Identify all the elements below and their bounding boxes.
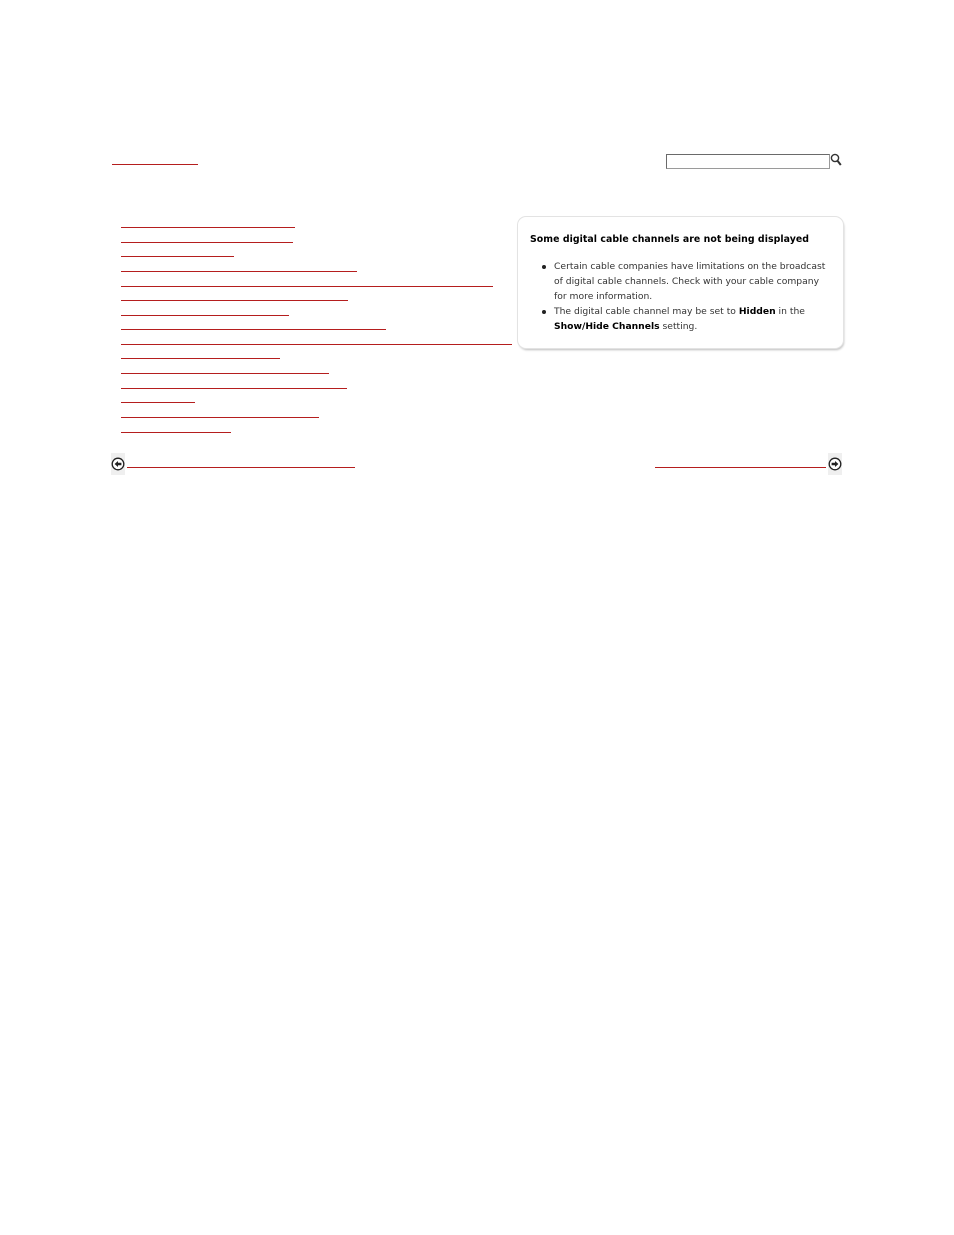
topic-link[interactable] <box>121 417 319 418</box>
topic-link[interactable] <box>121 227 295 228</box>
troubleshooting-callout <box>518 217 843 348</box>
bullet-text: setting. <box>659 321 698 332</box>
topic-link[interactable] <box>121 286 493 287</box>
bullet-text: Certain cable companies have limitations on the broadcast of digital cable channels. Check with your cable company for more information. <box>554 261 826 302</box>
previous-page-link[interactable] <box>127 467 355 468</box>
bullet-bold-term: Hidden <box>738 306 776 317</box>
topic-link[interactable] <box>121 300 348 301</box>
topic-link[interactable] <box>121 402 195 403</box>
search-input[interactable] <box>666 154 830 169</box>
topic-link[interactable] <box>121 388 347 389</box>
bullet-bold-term: Show/Hide Channels <box>554 321 660 332</box>
callout-title: Some digital cable channels are not being displayed <box>530 234 810 245</box>
magnifier-icon <box>830 153 842 167</box>
topic-link[interactable] <box>121 256 234 257</box>
callout-bullet <box>542 304 831 334</box>
topic-link[interactable] <box>121 271 357 272</box>
search-button[interactable] <box>830 152 842 166</box>
previous-page-button[interactable] <box>111 453 125 475</box>
bullet-text: in the <box>775 306 805 317</box>
arrow-right-circle-icon <box>828 457 842 471</box>
topic-link[interactable] <box>121 242 293 243</box>
topic-link[interactable] <box>121 315 289 316</box>
topic-link[interactable] <box>121 373 329 374</box>
topic-link[interactable] <box>121 432 231 433</box>
bullet-text: The digital cable channel may be set to <box>554 306 739 317</box>
next-page-button[interactable] <box>828 453 842 475</box>
topic-link[interactable] <box>121 329 386 330</box>
arrow-left-circle-icon <box>111 457 125 471</box>
next-page-link[interactable] <box>655 467 826 468</box>
home-link[interactable] <box>112 164 198 165</box>
callout-bullet-list <box>530 259 831 334</box>
callout-bullet <box>542 259 831 304</box>
topic-link[interactable] <box>121 358 280 359</box>
topic-link[interactable] <box>121 344 512 345</box>
